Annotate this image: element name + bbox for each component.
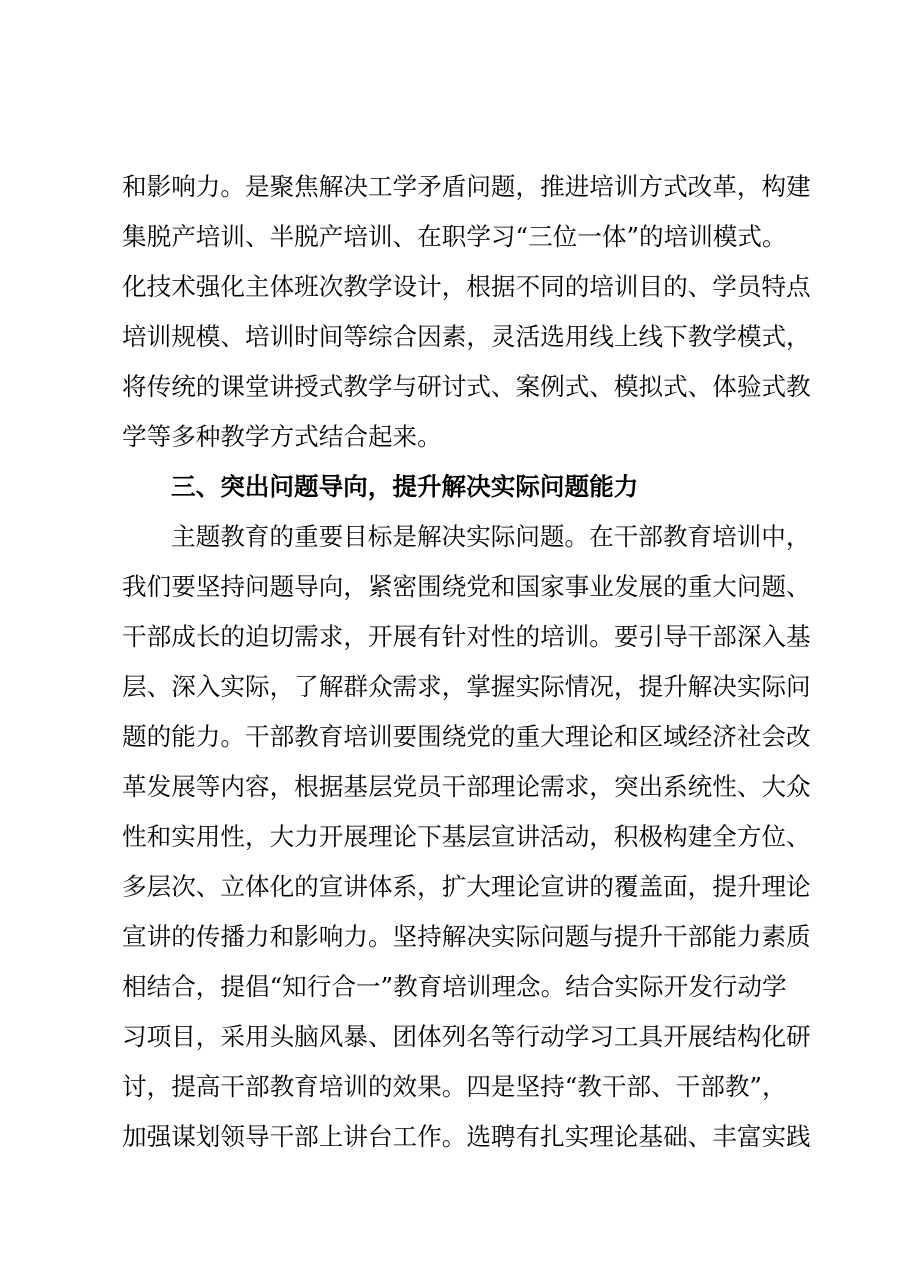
paragraph-line: 层、深入实际，了解群众需求，掌握实际情况，提升解决实际问 [122,672,811,701]
section-heading: 三、突出问题导向，提升解决实际问题能力 [171,472,639,501]
paragraph-line: 多层次、立体化的宣讲体系，扩大理论宣讲的覆盖面，提升理论 [122,872,811,901]
paragraph-line: 革发展等内容，根据基层党员干部理论需求，突出系统性、大众 [122,772,811,801]
paragraph-line: 主题教育的重要目标是解决实际问题。在干部教育培训中， [171,522,811,551]
paragraph-line: 讨，提高干部教育培训的效果。四是坚持“教干部、干部教”， [122,1072,787,1101]
paragraph-line: 习项目，采用头脑风暴、团体列名等行动学习工具开展结构化研 [122,1022,811,1051]
paragraph-line: 培训规模、培训时间等综合因素，灵活选用线上线下教学模式， [122,322,811,351]
paragraph-line: 集脱产培训、半脱产培训、在职学习“三位一体”的培训模式。 [122,222,787,251]
paragraph-line: 化技术强化主体班次教学设计，根据不同的培训目的、学员特点 [122,272,811,301]
paragraph-line: 和影响力。是聚焦解决工学矛盾问题，推进培训方式改革，构建 [122,172,811,201]
paragraph-line: 加强谋划领导干部上讲台工作。选聘有扎实理论基础、丰富实践 [122,1122,811,1151]
paragraph-line: 宣讲的传播力和影响力。坚持解决实际问题与提升干部能力素质 [122,922,811,951]
paragraph-line: 题的能力。干部教育培训要围绕党的重大理论和区域经济社会改 [122,722,811,751]
paragraph-line: 干部成长的迫切需求，开展有针对性的培训。要引导干部深入基 [122,622,811,651]
paragraph-line: 相结合，提倡“知行合一”教育培训理念。结合实际开发行动学 [122,972,787,1001]
paragraph-line: 性和实用性，大力开展理论下基层宣讲活动，积极构建全方位、 [122,822,811,851]
paragraph-line: 我们要坚持问题导向，紧密围绕党和国家事业发展的重大问题、 [122,572,811,601]
paragraph-line: 将传统的课堂讲授式教学与研讨式、案例式、模拟式、体验式教 [122,372,811,401]
paragraph-line: 学等多种教学方式结合起来。 [122,422,442,451]
